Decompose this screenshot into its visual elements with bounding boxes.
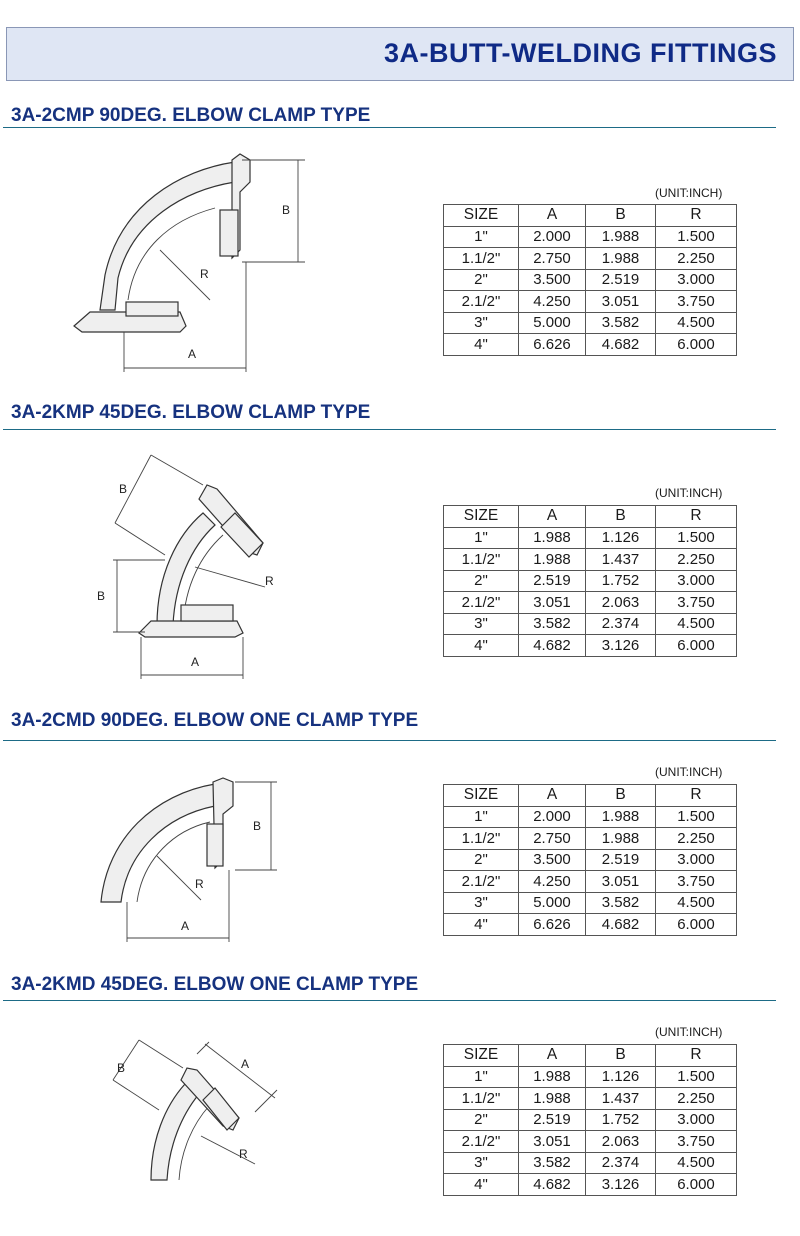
table-cell: 4"	[444, 334, 519, 356]
table-cell: 1.988	[519, 527, 586, 549]
unit-label: (UNIT:INCH)	[655, 765, 723, 779]
table-row	[444, 1152, 737, 1174]
table-row	[444, 1174, 737, 1196]
unit-label: (UNIT:INCH)	[655, 486, 723, 500]
radius-label: R	[200, 267, 209, 281]
table-cell: 2.1/2"	[444, 871, 519, 893]
elbow-45-clamp-drawing	[85, 455, 285, 685]
table-cell: 6.000	[656, 1174, 737, 1196]
table-cell: 3.582	[586, 892, 656, 914]
column-header: R	[656, 506, 737, 528]
table-cell: 3.500	[519, 849, 586, 871]
column-header: R	[656, 1045, 737, 1067]
table-cell: 1.437	[586, 549, 656, 571]
table-cell: 4"	[444, 914, 519, 936]
table-cell: 2.250	[656, 549, 737, 571]
radius-label: R	[265, 574, 274, 588]
table-cell: 1.126	[586, 527, 656, 549]
table-cell: 1.988	[586, 806, 656, 828]
table-header-row	[444, 205, 737, 227]
b-dimension-lower-label: B	[97, 589, 106, 603]
table-cell: 1"	[444, 806, 519, 828]
table-cell: 2.750	[519, 828, 586, 850]
table-cell: 1.126	[586, 1066, 656, 1088]
table-cell: 3.000	[656, 269, 737, 291]
spec-table	[443, 505, 737, 657]
table-row	[444, 806, 737, 828]
b-dimension-label: B	[282, 203, 291, 217]
table-cell: 1.500	[656, 527, 737, 549]
table-cell: 1.752	[586, 1109, 656, 1131]
table-cell: 2.374	[586, 613, 656, 635]
table-row	[444, 892, 737, 914]
table-cell: 6.626	[519, 914, 586, 936]
table-cell: 2.519	[519, 570, 586, 592]
a-dimension-label: A	[191, 655, 200, 669]
table-cell: 3.051	[586, 871, 656, 893]
table-row	[444, 613, 737, 635]
table-row	[444, 527, 737, 549]
radius-label: R	[195, 877, 204, 891]
unit-label: (UNIT:INCH)	[655, 186, 723, 200]
table-row	[444, 291, 737, 313]
table-cell: 3"	[444, 1152, 519, 1174]
table-row	[444, 1109, 737, 1131]
table-cell: 3.750	[656, 1131, 737, 1153]
column-header: A	[519, 506, 586, 528]
b-dimension-label: B	[117, 1061, 126, 1075]
header-banner	[6, 27, 794, 81]
column-header: A	[519, 205, 586, 227]
table-cell: 4"	[444, 635, 519, 657]
table-cell: 6.000	[656, 914, 737, 936]
column-header: SIZE	[444, 785, 519, 807]
table-cell: 1"	[444, 226, 519, 248]
section-title: 3A-2CMD 90DEG. ELBOW ONE CLAMP TYPE	[11, 710, 419, 731]
table-cell: 6.000	[656, 334, 737, 356]
table-cell: 2.250	[656, 1088, 737, 1110]
table-header-row	[444, 1045, 737, 1067]
table-row	[444, 849, 737, 871]
table-cell: 1.988	[586, 248, 656, 270]
table-cell: 4.500	[656, 312, 737, 334]
section-divider	[3, 127, 776, 128]
table-cell: 3"	[444, 613, 519, 635]
table-cell: 1.988	[519, 1066, 586, 1088]
elbow-45-one-clamp-drawing	[105, 1040, 285, 1185]
column-header: B	[586, 1045, 656, 1067]
table-cell: 1.752	[586, 570, 656, 592]
table-cell: 1.1/2"	[444, 1088, 519, 1110]
column-header: B	[586, 205, 656, 227]
table-cell: 6.000	[656, 635, 737, 657]
table-cell: 1.500	[656, 226, 737, 248]
column-header: A	[519, 1045, 586, 1067]
spec-table	[443, 1044, 737, 1196]
section-title: 3A-2KMD 45DEG. ELBOW ONE CLAMP TYPE	[11, 974, 419, 995]
table-row	[444, 828, 737, 850]
column-header: R	[656, 785, 737, 807]
table-cell: 2.1/2"	[444, 291, 519, 313]
table-cell: 3.000	[656, 849, 737, 871]
table-cell: 3.582	[586, 312, 656, 334]
table-cell: 1.500	[656, 806, 737, 828]
table-cell: 2.1/2"	[444, 592, 519, 614]
table-row	[444, 312, 737, 334]
elbow-90-clamp-drawing	[60, 150, 310, 380]
table-cell: 3"	[444, 892, 519, 914]
table-cell: 5.000	[519, 312, 586, 334]
table-cell: 2.519	[586, 849, 656, 871]
section-title: 3A-2CMP 90DEG. ELBOW CLAMP TYPE	[11, 105, 371, 126]
table-cell: 5.000	[519, 892, 586, 914]
section-title: 3A-2KMP 45DEG. ELBOW CLAMP TYPE	[11, 402, 371, 423]
section-divider	[3, 740, 776, 741]
table-cell: 4.500	[656, 613, 737, 635]
column-header: B	[586, 785, 656, 807]
table-cell: 3.000	[656, 1109, 737, 1131]
section-divider	[3, 429, 776, 430]
table-cell: 1.437	[586, 1088, 656, 1110]
table-row	[444, 570, 737, 592]
table-cell: 2.750	[519, 248, 586, 270]
table-cell: 3.582	[519, 613, 586, 635]
table-cell: 3.582	[519, 1152, 586, 1174]
table-cell: 4.250	[519, 291, 586, 313]
table-cell: 3.051	[519, 1131, 586, 1153]
a-dimension-label: A	[188, 347, 197, 361]
column-header: B	[586, 506, 656, 528]
table-cell: 2.374	[586, 1152, 656, 1174]
table-cell: 3.500	[519, 269, 586, 291]
a-dimension-label: A	[241, 1057, 250, 1071]
table-cell: 1.1/2"	[444, 248, 519, 270]
table-cell: 2.250	[656, 828, 737, 850]
table-cell: 2.000	[519, 226, 586, 248]
table-cell: 3.750	[656, 871, 737, 893]
table-cell: 4.682	[586, 334, 656, 356]
table-cell: 3.000	[656, 570, 737, 592]
column-header: R	[656, 205, 737, 227]
page-title: 3A-BUTT-WELDING FITTINGS	[384, 38, 777, 68]
table-cell: 1.1/2"	[444, 828, 519, 850]
table-cell: 1"	[444, 527, 519, 549]
table-cell: 1.988	[586, 828, 656, 850]
table-cell: 3.750	[656, 592, 737, 614]
table-row	[444, 635, 737, 657]
table-cell: 4.250	[519, 871, 586, 893]
table-cell: 2"	[444, 1109, 519, 1131]
table-row	[444, 1066, 737, 1088]
radius-label: R	[239, 1147, 248, 1161]
a-dimension-label: A	[181, 919, 190, 933]
column-header: SIZE	[444, 205, 519, 227]
table-cell: 2.250	[656, 248, 737, 270]
table-header-row	[444, 506, 737, 528]
spec-table	[443, 784, 737, 936]
table-cell: 3.051	[586, 291, 656, 313]
table-cell: 2.063	[586, 1131, 656, 1153]
table-row	[444, 226, 737, 248]
column-header: SIZE	[444, 506, 519, 528]
table-cell: 4.500	[656, 1152, 737, 1174]
table-cell: 4"	[444, 1174, 519, 1196]
table-row	[444, 871, 737, 893]
spec-table	[443, 204, 737, 356]
table-cell: 2.1/2"	[444, 1131, 519, 1153]
table-cell: 1.1/2"	[444, 549, 519, 571]
table-cell: 3.126	[586, 1174, 656, 1196]
table-cell: 3"	[444, 312, 519, 334]
table-cell: 6.626	[519, 334, 586, 356]
elbow-90-one-clamp-drawing	[95, 778, 285, 946]
unit-label: (UNIT:INCH)	[655, 1025, 723, 1039]
table-cell: 2"	[444, 570, 519, 592]
table-cell: 1.500	[656, 1066, 737, 1088]
table-row	[444, 914, 737, 936]
table-header-row	[444, 785, 737, 807]
table-row	[444, 549, 737, 571]
table-cell: 2"	[444, 269, 519, 291]
table-cell: 3.126	[586, 635, 656, 657]
table-cell: 2"	[444, 849, 519, 871]
table-cell: 1.988	[519, 549, 586, 571]
b-dimension-upper-label: B	[119, 482, 128, 496]
table-cell: 3.051	[519, 592, 586, 614]
table-cell: 3.750	[656, 291, 737, 313]
table-cell: 2.519	[519, 1109, 586, 1131]
table-cell: 4.682	[519, 635, 586, 657]
table-row	[444, 269, 737, 291]
table-cell: 1.988	[586, 226, 656, 248]
table-cell: 1.988	[519, 1088, 586, 1110]
table-cell: 2.063	[586, 592, 656, 614]
table-row	[444, 334, 737, 356]
table-row	[444, 1131, 737, 1153]
table-cell: 4.500	[656, 892, 737, 914]
section-divider	[3, 1000, 776, 1001]
column-header: A	[519, 785, 586, 807]
column-header: SIZE	[444, 1045, 519, 1067]
table-cell: 2.519	[586, 269, 656, 291]
table-cell: 2.000	[519, 806, 586, 828]
table-cell: 4.682	[586, 914, 656, 936]
table-row	[444, 248, 737, 270]
b-dimension-label: B	[253, 819, 262, 833]
table-row	[444, 1088, 737, 1110]
table-cell: 1"	[444, 1066, 519, 1088]
table-row	[444, 592, 737, 614]
table-cell: 4.682	[519, 1174, 586, 1196]
